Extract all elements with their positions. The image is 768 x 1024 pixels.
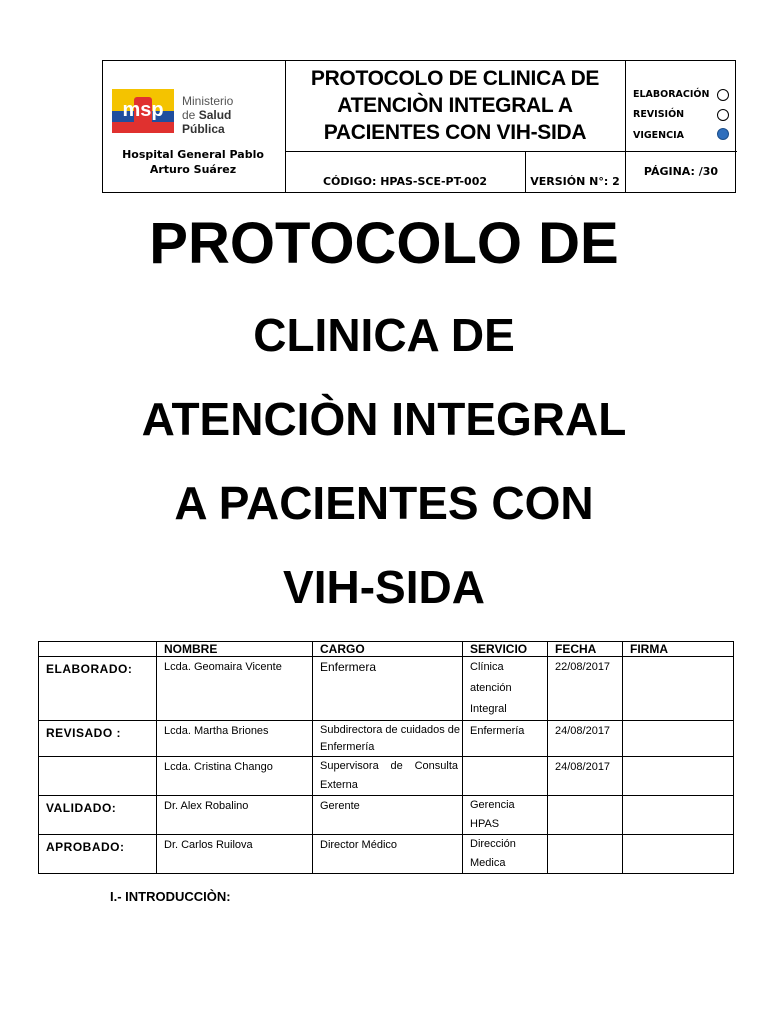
document-code: CÓDIGO: HPAS-SCE-PT-002 [322, 175, 488, 188]
ministry-bold: Salud Pública [182, 108, 232, 136]
header-cell: SERVICIO [463, 642, 548, 657]
title-line3: ATENCIÒN INTEGRAL [141, 393, 627, 445]
service-cell: Dirección Medica [463, 835, 548, 874]
status-revision-label: REVISIÓN [633, 109, 685, 120]
page-number: PÁGINA: /30 [643, 165, 719, 178]
divider [285, 151, 625, 152]
name-cell: Lcda. Martha Briones [157, 721, 313, 757]
ministry-logo [112, 87, 276, 137]
hospital-name-line1: Hospital General Pablo [122, 148, 264, 161]
signature-cell [623, 721, 734, 757]
date-cell: 24/08/2017 [548, 721, 623, 757]
document-version: VERSIÓN N°: 2 [530, 175, 620, 188]
date-cell: 24/08/2017 [548, 757, 623, 796]
row-label [39, 757, 157, 796]
name-cell: Lcda. Geomaira Vicente [157, 657, 313, 721]
title-line1: PROTOCOLO DE [149, 211, 619, 276]
title-line2: CLINICA DE [253, 309, 515, 361]
divider [625, 151, 737, 152]
date-cell [548, 835, 623, 874]
table-row [39, 757, 734, 796]
approval-table [38, 641, 734, 874]
logo-letters: msp [122, 99, 164, 121]
table-row [39, 657, 734, 721]
service-cell [463, 757, 548, 796]
header-cell [39, 642, 157, 657]
header-cell: FECHA [548, 642, 623, 657]
table-row [39, 835, 734, 874]
signature-cell [623, 796, 734, 835]
status-elaboracion-label: ELABORACIÓN [633, 89, 710, 100]
name-cell: Lcda. Cristina Chango [157, 757, 313, 796]
service-cell: Gerencia HPAS [463, 796, 548, 835]
ministry-name-line2 [182, 108, 276, 136]
row-label: APROBADO: [39, 835, 157, 874]
signature-cell [623, 835, 734, 874]
signature-cell [623, 657, 734, 721]
role-cell: Subdirectora de cuidados de Enfermería [313, 721, 463, 757]
name-cell: Dr. Alex Robalino [157, 796, 313, 835]
document-header [102, 60, 736, 193]
status-elaboracion-radio [717, 89, 729, 101]
date-cell [548, 796, 623, 835]
ministry-prefix: de [182, 108, 199, 122]
header-title-line1: PROTOCOLO DE CLINICA DE [310, 67, 600, 90]
role-cell: Gerente [313, 796, 463, 835]
date-cell: 22/08/2017 [548, 657, 623, 721]
status-revision-radio [717, 109, 729, 121]
row-label: ELABORADO: [39, 657, 157, 721]
msp-logo-icon [112, 89, 174, 133]
role-cell: Director Médico [313, 835, 463, 874]
title-line5: VIH-SIDA [283, 561, 485, 613]
hospital-name [103, 147, 283, 177]
header-title-line3: PACIENTES CON VIH-SIDA [323, 121, 587, 144]
status-vigencia-label: VIGENCIA [633, 130, 684, 141]
header-cell: CARGO [313, 642, 463, 657]
service-cell: Clínica atención Integral [463, 657, 548, 721]
status-vigencia-radio [717, 128, 729, 140]
title-line4: A PACIENTES CON [174, 477, 594, 529]
header-title-line2: ATENCIÒN INTEGRAL A [337, 94, 573, 117]
header-cell: FIRMA [623, 642, 734, 657]
role-cell: Supervisora de Consulta Externa [313, 757, 463, 796]
service-cell: Enfermería [463, 721, 548, 757]
section-heading-introduccion: I.- INTRODUCCIÒN: [110, 889, 231, 904]
signature-cell [623, 757, 734, 796]
table-row [39, 796, 734, 835]
header-cell: NOMBRE [157, 642, 313, 657]
name-cell: Dr. Carlos Ruilova [157, 835, 313, 874]
role-cell: Enfermera [313, 657, 463, 721]
ministry-name-line1: Ministerio [182, 94, 234, 108]
table-header-row [39, 642, 734, 657]
row-label: REVISADO : [39, 721, 157, 757]
hospital-name-line2: Arturo Suárez [149, 163, 237, 176]
header-title [285, 65, 625, 146]
row-label: VALIDADO: [39, 796, 157, 835]
table-row [39, 721, 734, 757]
